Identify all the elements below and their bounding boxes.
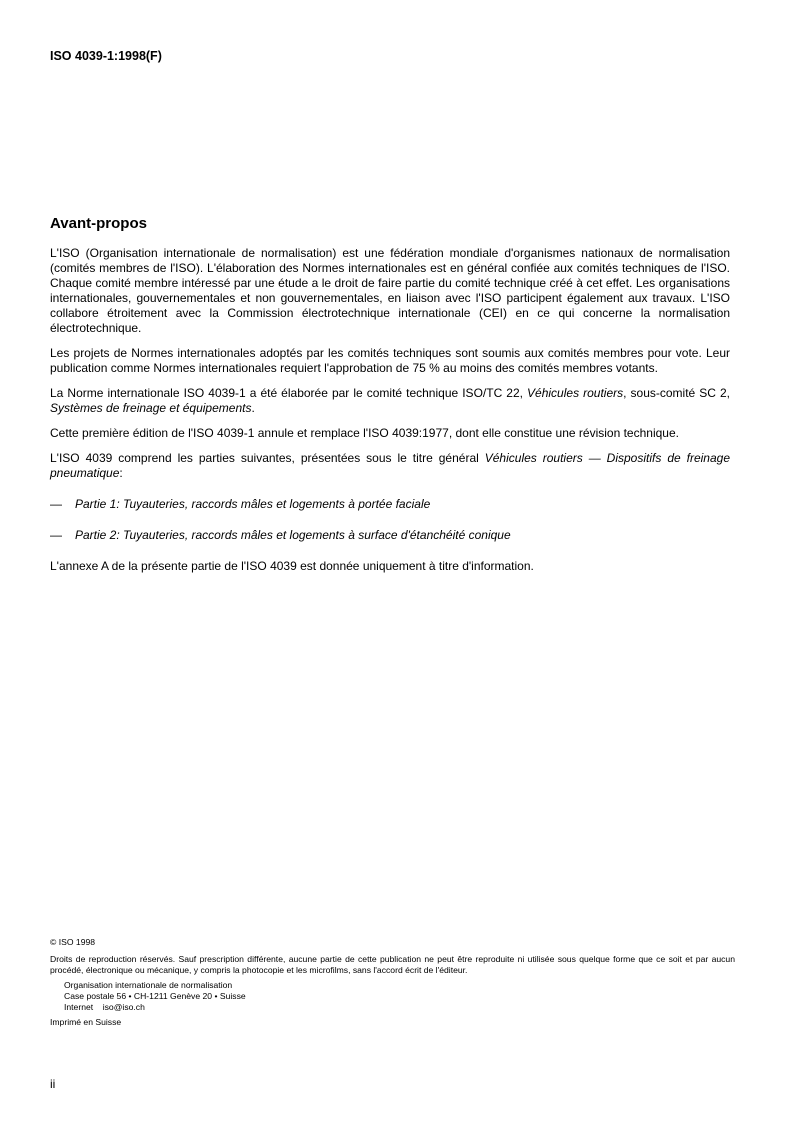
committee-text-1: La Norme internationale ISO 4039-1 a été élaborée par le comité technique ISO/TC 22,	[50, 386, 528, 400]
part-title: Partie 2: Tuyauteries, raccords mâles et logements à surface d'étanchéité conique	[75, 528, 511, 542]
foreword-paragraph-edition: Cette première édition de l'ISO 4039-1 annule et remplace l'ISO 4039:1977, dont elle constitue une révision technique.	[50, 426, 679, 440]
committee-title: Véhicules routiers	[527, 386, 624, 400]
reproduction-rights: Droits de reproduction réservés. Sauf prescription différente, aucune partie de cette publication ne peut être reproduite ni utilisée sous quelque forme que ce soit et par aucun procédé, électronique ou mécanique, y compris la photocopie et les microfilms, sans l'accord écrit de l'éditeur.	[50, 954, 735, 975]
foreword-paragraph-parts	[50, 451, 730, 481]
subcommittee-title: Systèmes de freinage et équipements	[50, 401, 252, 415]
dash-bullet: —	[50, 528, 62, 542]
parts-intro-text: L'ISO 4039 comprend les parties suivantes, présentées sous le titre général	[50, 451, 485, 465]
internet-label: Internet	[64, 1002, 94, 1012]
internet-line	[64, 1002, 735, 1013]
foreword-paragraph-committee	[50, 386, 730, 416]
copyright-notice: © ISO 1998	[50, 937, 96, 947]
committee-text-3: .	[251, 401, 255, 415]
foreword-section	[50, 215, 730, 584]
committee-text-2: , sous-comité SC 2,	[623, 386, 731, 400]
postal-address: Case postale 56 • CH-1211 Genève 20 • Suisse	[64, 991, 246, 1001]
publisher-address	[50, 980, 735, 1013]
copyright-block	[50, 937, 735, 1028]
general-title: Véhicules routiers — Dispositifs de freinage pneumatique	[50, 451, 730, 480]
foreword-title: Avant-propos	[50, 215, 147, 232]
foreword-paragraph-iso: L'ISO (Organisation internationale de normalisation) est une fédération mondiale d'organismes nationaux de normalisation (comités membres de l'ISO). L'élaboration des Normes internationales est en général confiée aux comités techniques de l'ISO. Chaque comité membre intéressé par une étude a le droit de faire partie du comité technique créé à cet effet. Les organisations internationales, gouvernementales et non gouvernementales, en liaison avec l'ISO participent également aux travaux. L'ISO collabore étroitement avec la Commission électrotechnique internationale (CEI) en ce qui concerne la normalisation électrotechnique.	[50, 246, 730, 335]
part-title: Partie 1: Tuyauteries, raccords mâles et logements à portée faciale	[75, 497, 431, 511]
foreword-paragraph-projects: Les projets de Normes internationales adoptés par les comités techniques sont soumis aux comités membres pour vote. Leur publication comme Normes internationales requiert l'approbation de 75 % au moins des comités membres votants.	[50, 346, 730, 375]
dash-bullet: —	[50, 497, 62, 511]
internet-email: iso@iso.ch	[102, 1002, 145, 1012]
printed-in: Imprimé en Suisse	[50, 1017, 122, 1027]
part-list-item	[50, 528, 730, 543]
part-list-item	[50, 497, 730, 512]
parts-intro-colon: :	[119, 466, 123, 480]
foreword-paragraph-annex: L'annexe A de la présente partie de l'ISO 4039 est donnée uniquement à titre d'information.	[50, 559, 534, 573]
page-number: ii	[50, 1077, 56, 1091]
document-reference: ISO 4039-1:1998(F)	[50, 49, 162, 63]
publisher-organisation: Organisation internationale de normalisation	[64, 980, 233, 990]
